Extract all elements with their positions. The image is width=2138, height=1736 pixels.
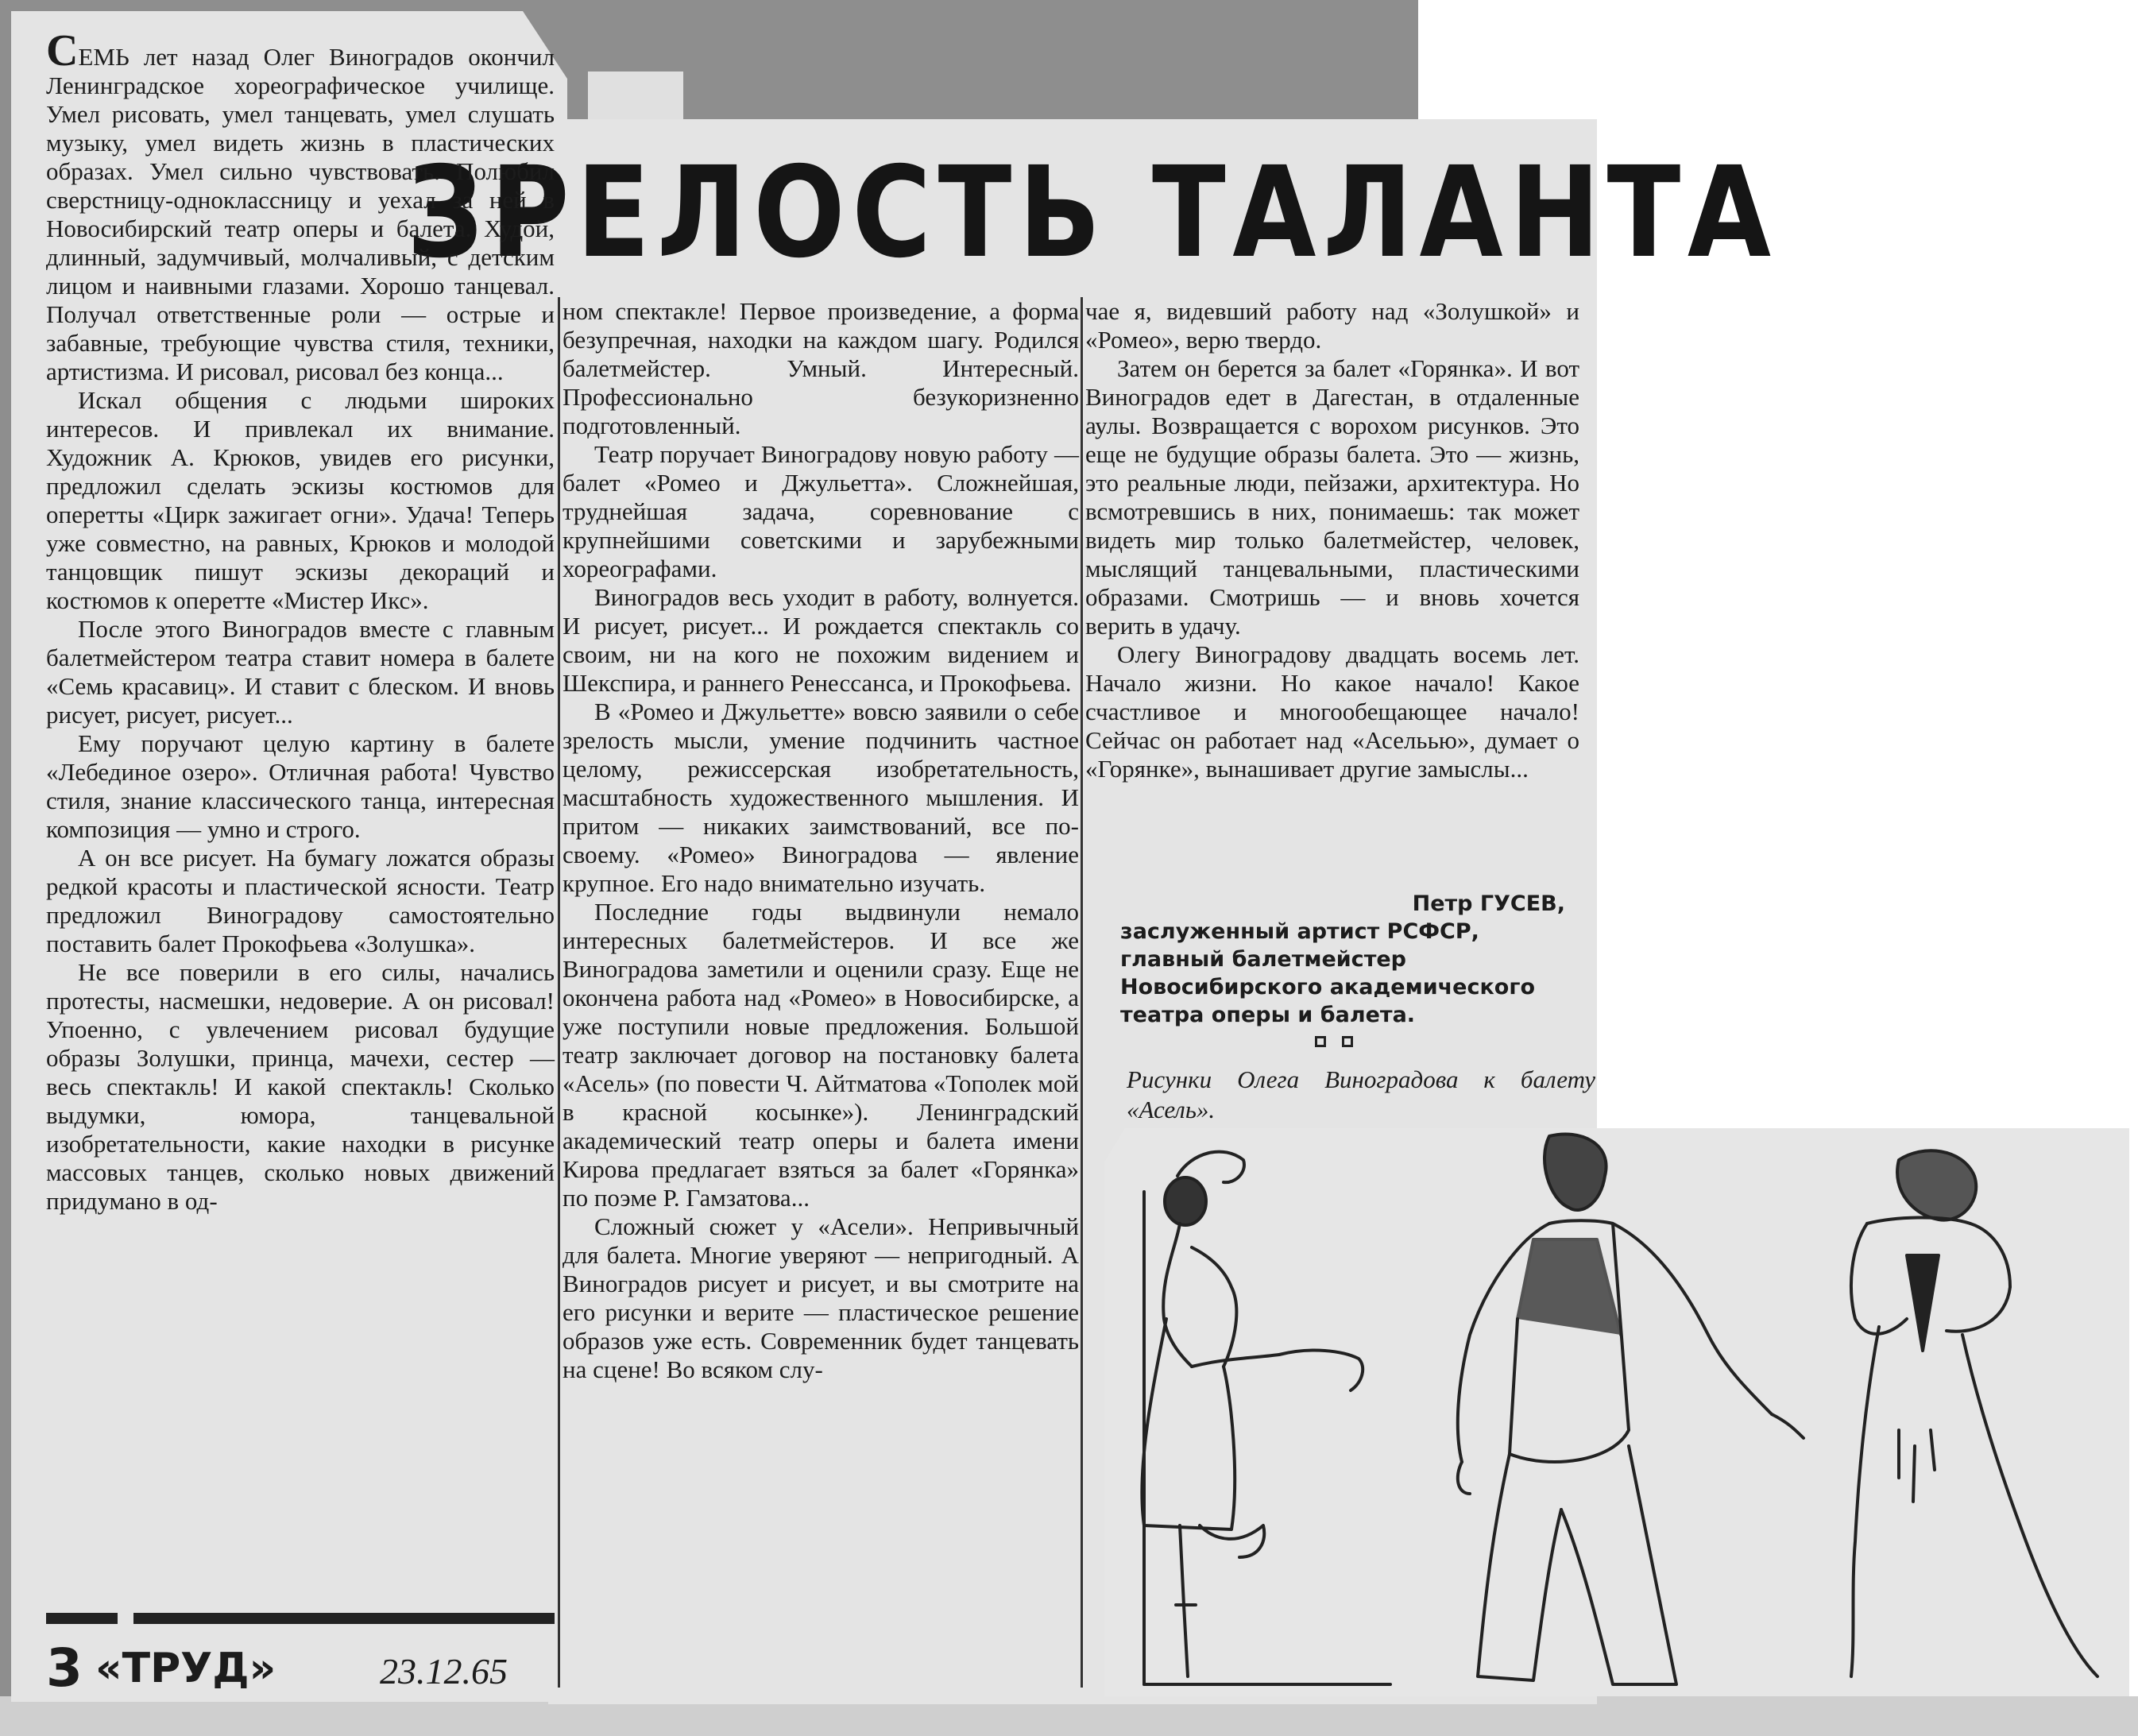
paragraph-text: ЕМЬ лет назад Олег Виноградов окончил Ленинградское хореографическое училище. Умел рисовать, умел танцевать, умел слушать музыку, умел видеть жизнь в пластических образах. Умел сильно чувствовать. Полюбил сверстницу-одноклассницу и уехал за ней в Новосибирский театр оперы и балета. Худой, длинный, задумчивый, молчаливый, с детским лицом и наивными глазами. Хорошо танцевал. Получал ответственные роли — острые и забавные, требующие чувства стиля, техники, артистизма. И рисовал, рисовал без конца... [46,43,555,385]
article-paragraph: Последние годы выдвинули немало интересных балетмейстеров. И все же Виноградова заметили и оценили сразу. Еще не окончена работа над «Ромео» в Новосибирске, а уже поступили новые предложения. Большой театр заключает договор на постановку балета «Асель» (по повести Ч. Айтматова «Тополек мой в красной косынке»). Ленинградский академический театр оперы и балета имени Кирова предлагает взяться за балет «Горянка» по поэме Р. Гамзатова... [563,898,1079,1212]
dancer-female-sketch [1142,1152,1363,1676]
column-divider [558,297,560,1688]
article-paragraph: Театр поручает Виноградову новую работу — балет «Ромео и Джульетта». Сложнейшая, труднейшая задача, соревнование с крупнейшими советскими и зарубежными хореографами. [563,440,1079,582]
article-paragraph: Затем он берется за балет «Горянка». И вот Виноградов едет в Дагестан, в отдаленные аулы. Возвращается с ворохом рисунков. Это еще не будущие образы балета. Это — жизнь, это реальные люди, пейзажи, архитектура. Но всмотревшись в них, понимаешь: так может видеть мир только балетмейстер, человек, мыслящий танцевальными, пластическими образами. Смотришь — и вновь хочется верить в удачу. [1085,354,1579,640]
article-paragraph: Ему поручают целую картину в балете «Лебединое озеро». Отличная работа! Чувство стиля, знание классического танца, интересная композиция — умно и строго. [46,729,555,843]
article-paragraph: Сложный сюжет у «Асели». Непривычный для балета. Многие уверяют — непригодный. А Виноградов рисует и рисует, и вы смотрите на его рисунки и верите — пластическое решение образов уже есть. Современник будет танцевать на сцене! Во всяком слу- [563,1212,1079,1383]
article-paragraph [46,26,555,386]
article-headline: ЗРЕЛОСТЬ ТАЛАНТА [407,140,1778,286]
article-paragraph: Не все поверили в его силы, начались протесты, насмешки, недоверие. А он рисовал! Упоенно, с увлечением рисовал будущие образы Золушки, принца, мачехи, сестер — весь спектакль! И какой спектакль! Сколько выдумки, юмора, танцевальной изобретательности, какие находки в рисунке массовых танцев, сколько новых движений придумано в од- [46,958,555,1215]
author-name: Петр ГУСЕВ, [1412,891,1565,916]
page-number: 3 [46,1637,83,1699]
article-paragraph: А он все рисует. На бумагу ложатся образы редкой красоты и пластической ясности. Театр предложил Виноградову самостоятельно поставить балет Прокофьева «Золушка». [46,844,555,957]
article-paragraph: чае я, видевший работу над «Золушкой» и «Ромео», верю твердо. [1085,297,1579,354]
article-paragraph: После этого Виноградов вместе с главным балетмейстером театра ставит номера в балете «Семь красавиц». И ставит с блеском. И вновь рисует, рисует, рисует... [46,615,555,729]
article-column-1 [46,26,555,1216]
article-paragraph: В «Ромео и Джульетте» вовсю заявили о себе зрелость мысли, умение подчинить частное целому, режиссерская изобретательность, масштабность художественного мышления. И притом — никаких заимствований, все по-своему. «Ромео» Виноградова — явление крупное. Его надо внимательно изучать. [563,698,1079,897]
article-column-2 [563,297,1079,1384]
drawings-caption: Рисунки Олега Виноградова к балету «Асель». [1127,1065,1595,1123]
dancer-male-sketch-2 [1851,1150,2097,1676]
article-column-3 [1085,297,1579,783]
dancer-male-sketch-1 [1458,1134,1804,1684]
author-signature [1120,890,1565,1029]
footer-rule [46,1613,555,1624]
ballet-sketches [1104,1128,2129,1696]
article-paragraph: Виноградов весь уходит в работу, волнуется. И рисует, рисует... И рождается спектакль со своим, ни на кого не похожим видением и Шекспира, и раннего Ренессанса, и Прокофьева. [563,583,1079,697]
newspaper-name: «ТРУД» [95,1645,276,1692]
article-paragraph: Искал общения с людьми широких интересов. И привлекал их внимание. Художник А. Крюков, увидев его рисунки, предложил сделать эскизы костюмов для оперетты «Цирк зажигает огни». Удача! Теперь уже совместно, на равных, Крюков и молодой танцовщик пишут эскизы декораций и костюмов к оперетте «Мистер Икс». [46,386,555,614]
newspaper-footer [46,1637,570,1700]
drop-cap: С [46,26,79,75]
author-title: заслуженный артист РСФСР, главный балетмейстер Новосибирского академического театра оперы и балета. [1120,919,1535,1027]
column-divider [1081,297,1083,1688]
clipping-scrap [588,72,683,119]
separator-squares [1315,1036,1378,1052]
article-paragraph: Олегу Виноградову двадцать восемь лет. Начало жизни. Но какое начало! Какое счастливое и многообещающее начало! Сейчас он работает над «Асельью», думает о «Горянке», вынашивает другие замыслы... [1085,640,1579,783]
article-paragraph: ном спектакле! Первое произведение, а форма безупречная, находки на каждом шагу. Родился балетмейстер. Умный. Интересный. Профессионально безукоризненно подготовленный. [563,297,1079,439]
issue-date: 23.12.65 [380,1651,508,1692]
